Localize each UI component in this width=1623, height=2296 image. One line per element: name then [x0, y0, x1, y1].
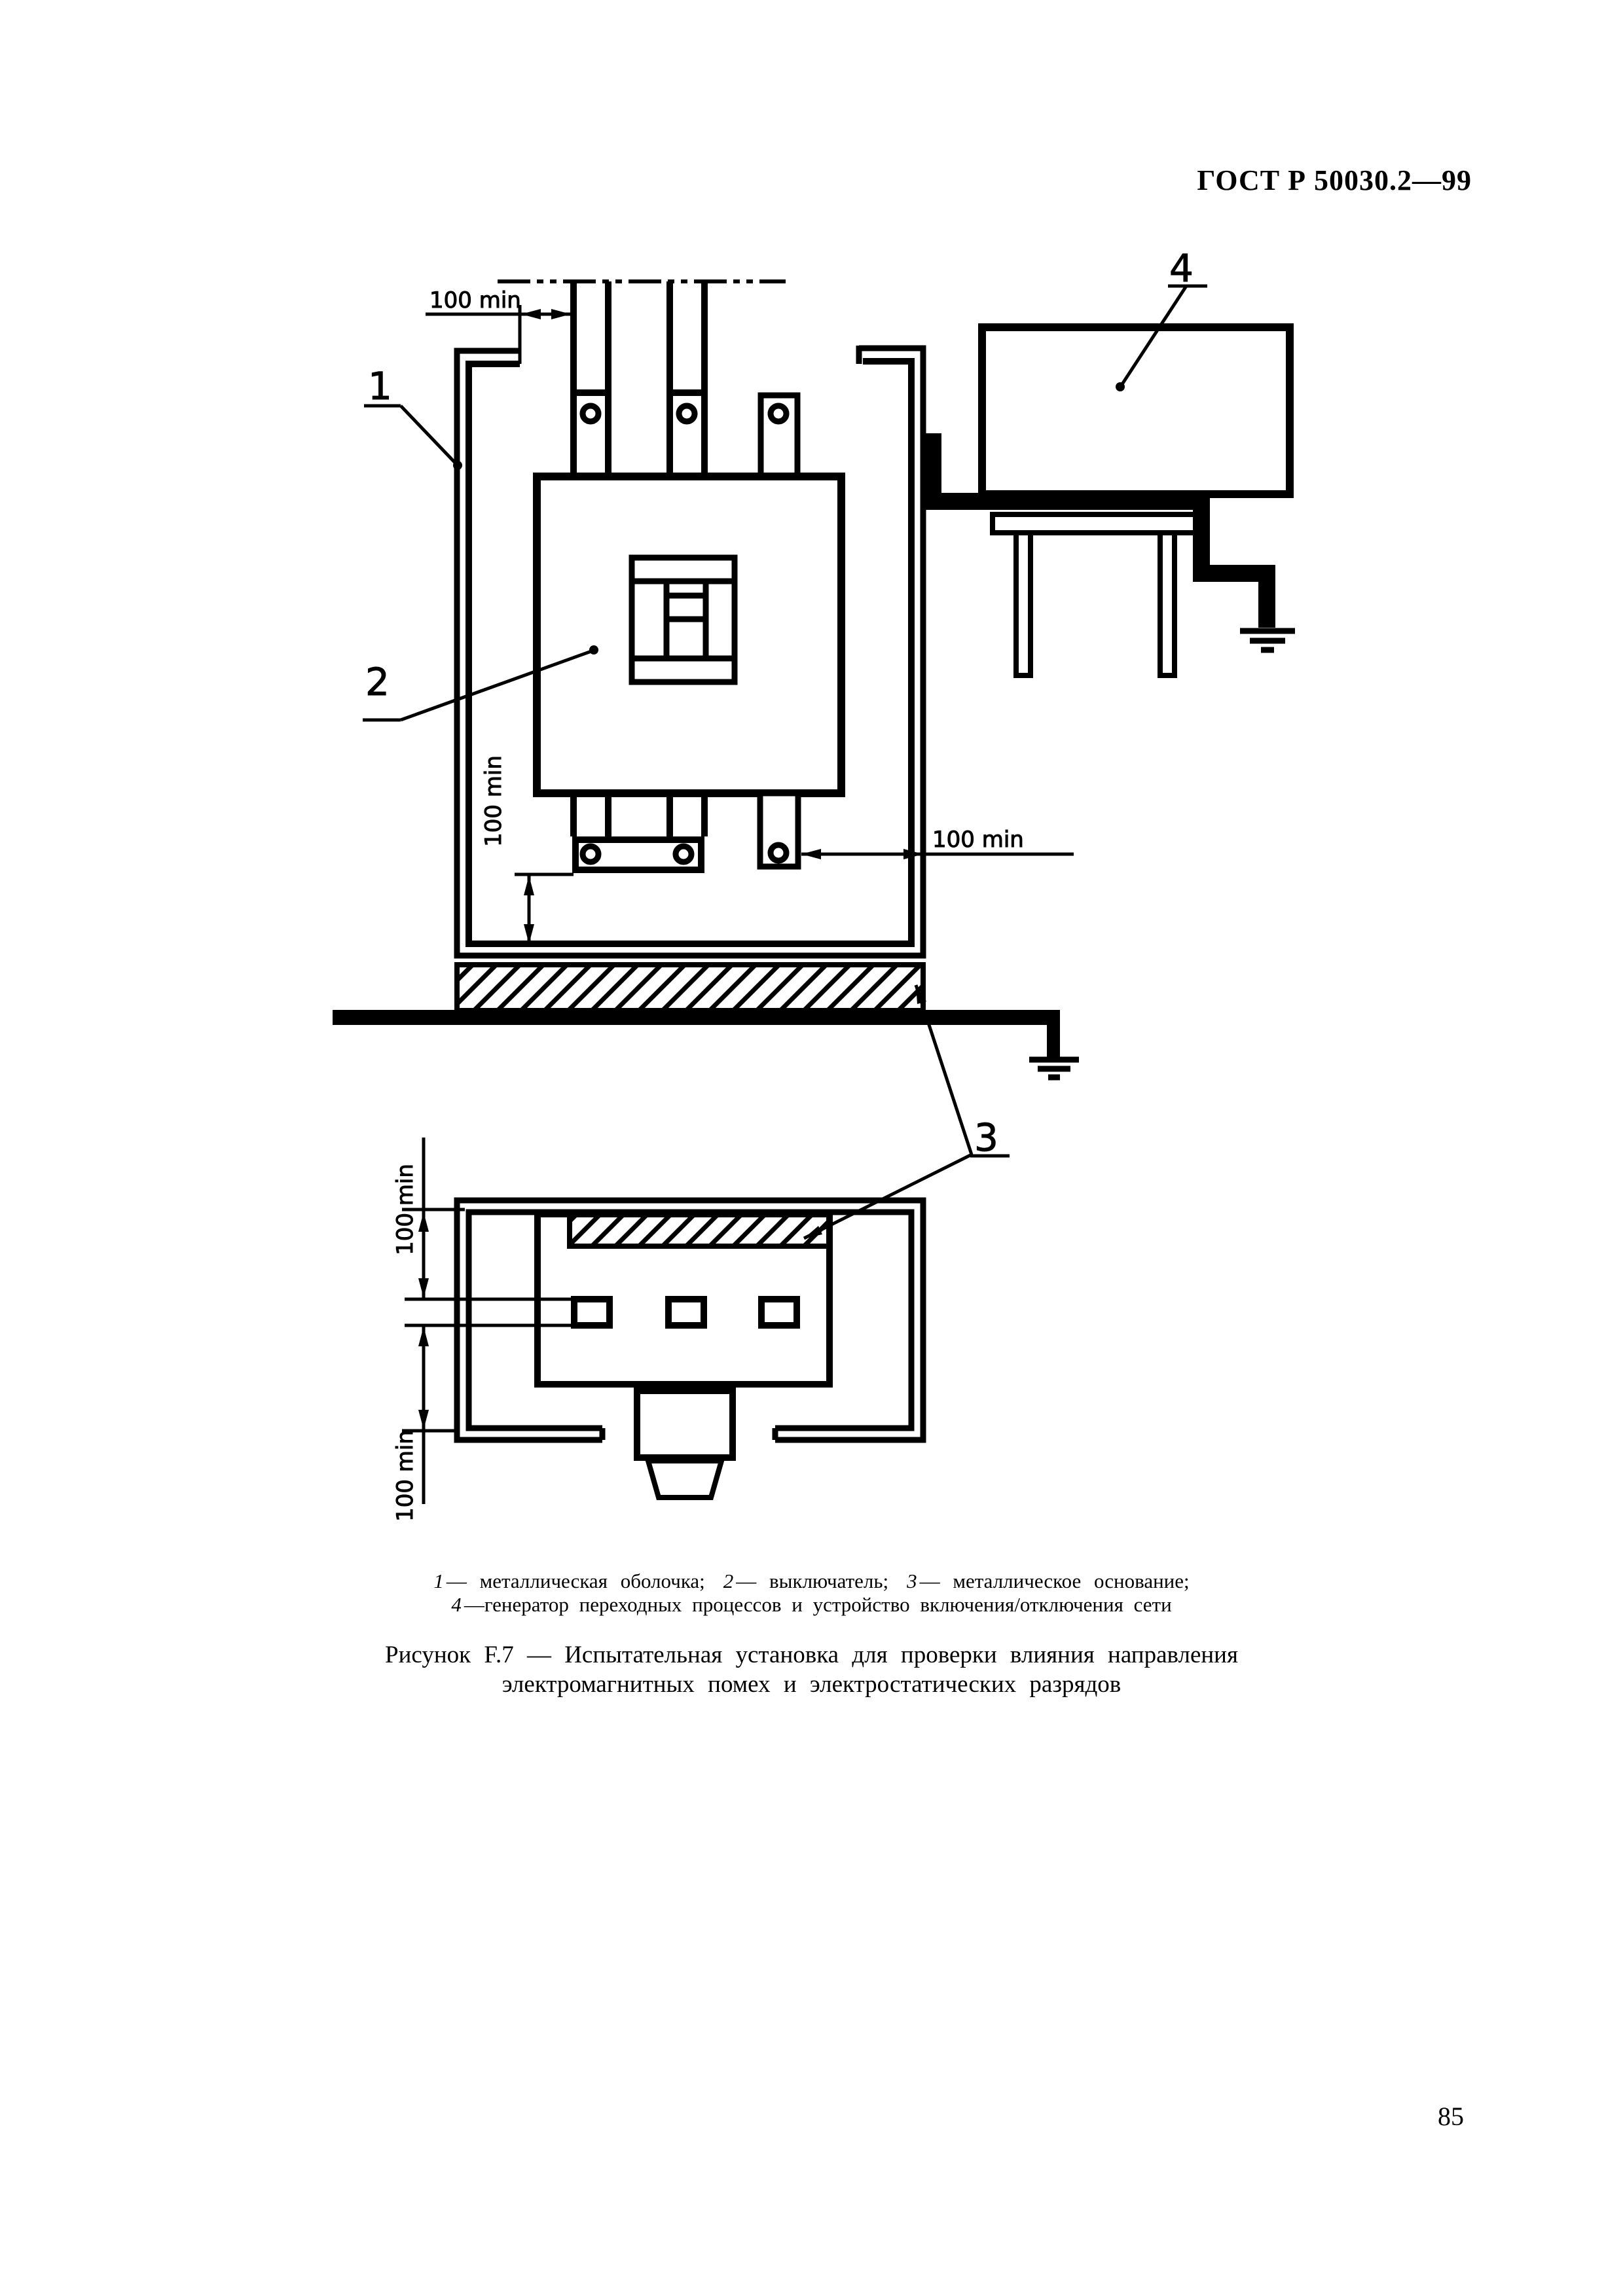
caption-item	[424, 1570, 714, 1592]
generator-box	[982, 327, 1290, 494]
caption-item-text: — выключатель;	[736, 1570, 889, 1592]
breaker-body	[537, 476, 841, 793]
terminal-hole-icon	[771, 845, 786, 861]
bus-bar-right-stub	[761, 395, 797, 476]
caption-item-number: 1	[433, 1570, 444, 1592]
dim-plan-upper-label: 100 min	[392, 1164, 418, 1255]
floor-line	[333, 1010, 1060, 1057]
dim-bottom-label: 100 min	[481, 755, 507, 847]
part-label-generator: 4	[1169, 246, 1194, 291]
bottom-terminal-left-pair	[574, 793, 704, 870]
table-leg	[1016, 533, 1030, 675]
figure-title-line-2: электромагнитных помех и электростатических разрядов	[501, 1671, 1122, 1698]
plan-breaker-front	[637, 1391, 733, 1458]
part-label-base: 3	[974, 1115, 998, 1160]
bus-bar-left	[570, 281, 611, 476]
figure-title-line-1: Рисунок F.7 — Испытательная установка для проверки влияния направления	[385, 1641, 1238, 1668]
terminal-hole-icon	[771, 406, 786, 422]
dim-side-label: 100 min	[932, 827, 1024, 853]
table	[993, 514, 1199, 675]
plan-terminals	[574, 1299, 797, 1325]
earth-symbol-icon	[1240, 631, 1295, 650]
figure-title	[0, 1640, 1623, 1699]
dim-bottom-clearance	[515, 874, 574, 944]
terminal-hole-icon	[583, 846, 598, 862]
figure-caption	[0, 1570, 1623, 1617]
terminal-hole-icon	[679, 406, 695, 422]
page-number: 85	[1438, 2102, 1464, 2131]
leader-enclosure	[364, 406, 462, 470]
caption-item	[714, 1570, 898, 1592]
table-top	[993, 514, 1199, 533]
plan-view	[392, 985, 1010, 1522]
earth-symbol-icon	[1029, 1060, 1079, 1077]
caption-item-number: 4	[451, 1593, 462, 1616]
part-label-enclosure: 1	[368, 364, 392, 408]
dim-top-label: 100 min	[429, 287, 521, 314]
dim-plan-lower-label: 100 min	[392, 1430, 418, 1522]
caption-item-number: 3	[907, 1570, 917, 1592]
caption-line-2	[0, 1593, 1623, 1617]
bus-bar-middle	[666, 281, 708, 476]
side-view	[333, 246, 1295, 1077]
caption-item	[442, 1593, 1180, 1616]
terminal-hole-icon	[583, 406, 598, 422]
caption-item-text: — металлическое основание;	[919, 1570, 1190, 1592]
part-label-breaker: 2	[365, 660, 390, 704]
caption-item-text: —генератор переходных процессов и устройство включения/отключения сети	[464, 1593, 1172, 1616]
bottom-terminal-right	[760, 793, 798, 867]
standard-number-header: ГОСТ Р 50030.2—99	[1197, 164, 1472, 196]
terminal-hole-icon	[676, 846, 691, 862]
metallic-base-hatch	[457, 965, 923, 1011]
plan-handle	[648, 1461, 721, 1498]
enclosure-bond-pad	[924, 433, 941, 496]
plan-metallic-base-hatch	[570, 1213, 830, 1246]
caption-item	[898, 1570, 1199, 1592]
caption-item-number: 2	[723, 1570, 734, 1592]
dim-top-clearance	[426, 305, 571, 364]
table-leg	[1160, 533, 1175, 675]
caption-item-text: — металлическая оболочка;	[446, 1570, 705, 1592]
caption-line-1	[0, 1570, 1623, 1593]
